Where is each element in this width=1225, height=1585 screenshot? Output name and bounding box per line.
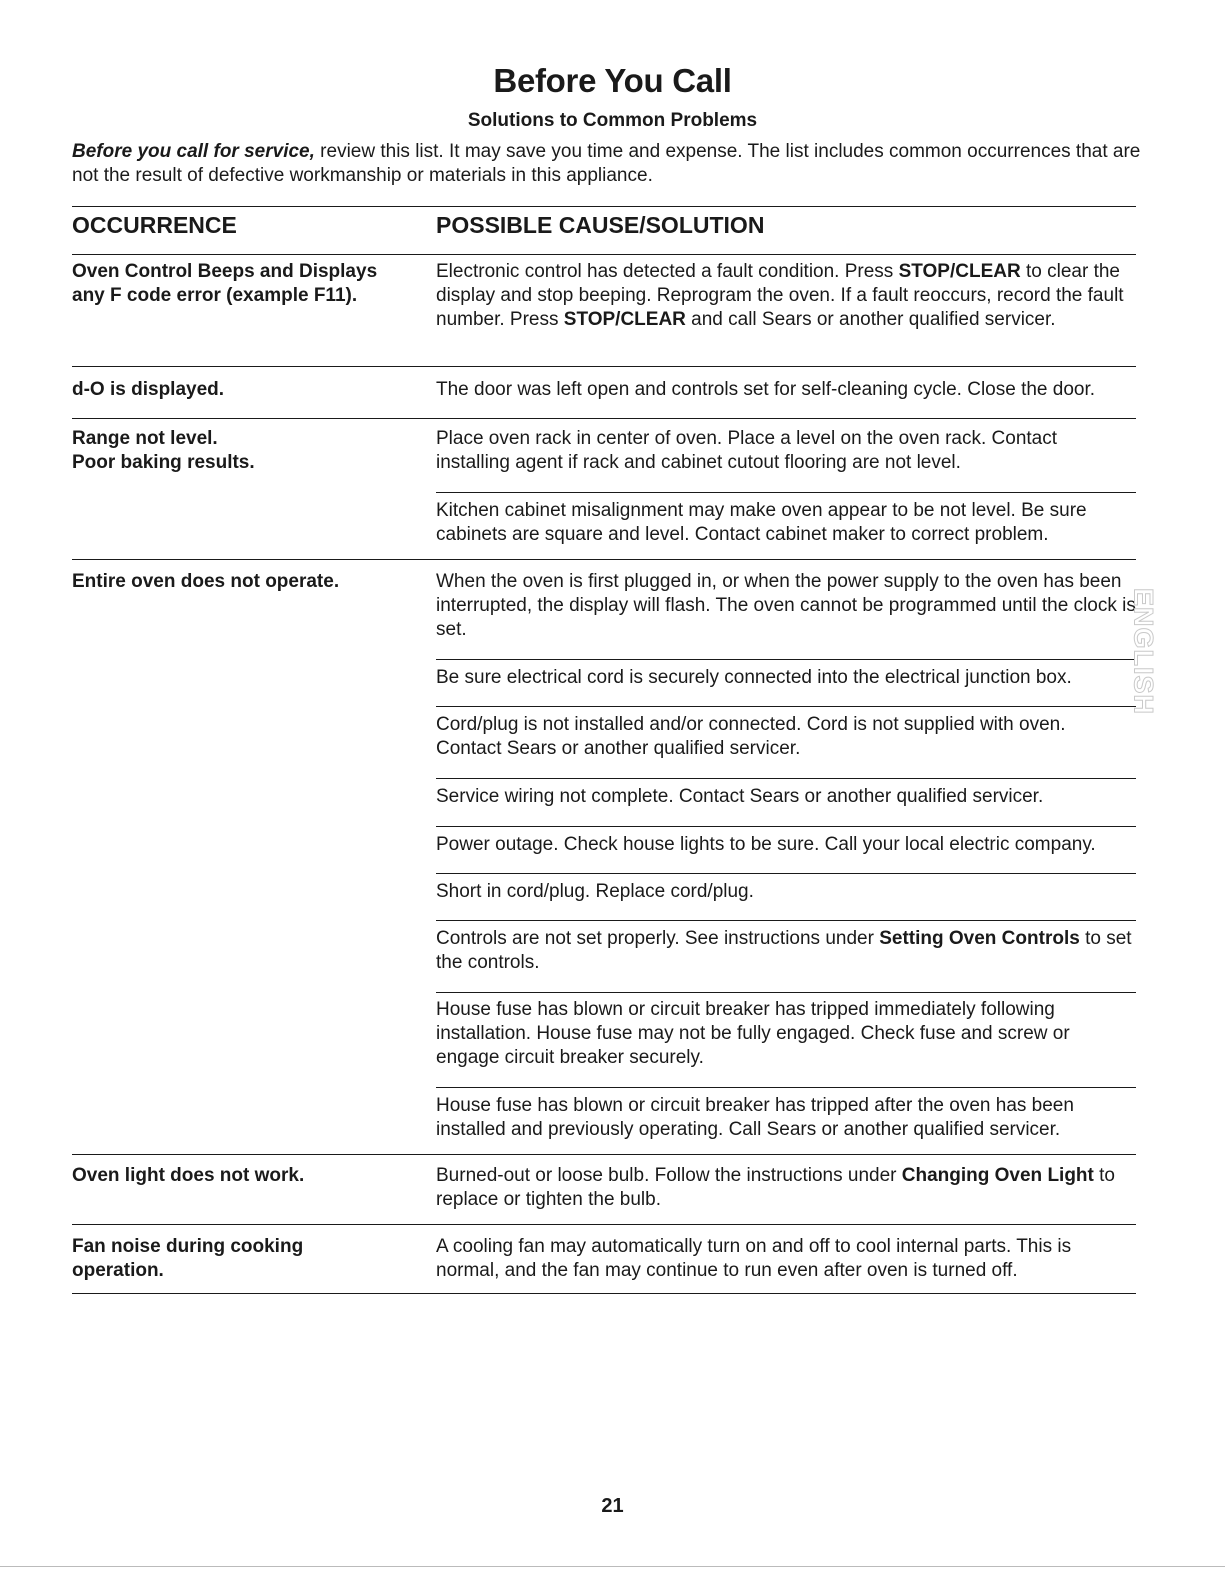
solution-operate-5: Power outage. Check house lights to be sure. Call your local electric company.: [436, 834, 1096, 855]
occurrence-line: Oven Control Beeps and Displays: [72, 261, 378, 282]
page-subtitle: Solutions to Common Problems: [467, 110, 758, 131]
table-bottom-rule: [72, 1293, 1136, 1294]
occurrence-line: any F code error (example F11).: [72, 285, 358, 306]
occurrence-fcode: [72, 260, 412, 308]
solution-text: to set the controls.: [436, 928, 1132, 973]
page-title: Before You Call: [493, 62, 732, 99]
table-top-rule: [72, 206, 1136, 207]
setting-oven-controls-term: Setting Oven Controls: [879, 928, 1080, 949]
occurrence-line: Range not level.: [72, 428, 218, 449]
solution-operate-3: Cord/plug is not installed and/or connected. Cord is not supplied with oven. Contact Sears or another qualified servicer.: [436, 714, 1066, 759]
occurrence-operate: Entire oven does not operate.: [72, 571, 340, 592]
solution-operate-8: House fuse has blown or circuit breaker has tripped immediately following installation. House fuse may not be fully engaged. Check fuse and screw or engage circuit breaker securely.: [436, 999, 1070, 1068]
solution-level-1: Place oven rack in center of oven. Place a level on the oven rack. Contact installing agent if rack and cabinet cutout flooring are not level.: [436, 428, 1058, 473]
occurrence-line: Fan noise during cooking: [72, 1236, 304, 1257]
occurrence-column-header: OCCURRENCE: [72, 212, 237, 238]
row-divider: [72, 1154, 1136, 1155]
row-divider: [72, 418, 1136, 419]
solution-divider: [436, 920, 1136, 921]
solution-divider: [436, 778, 1136, 779]
solution-divider: [436, 706, 1136, 707]
solution-light-1: [436, 1164, 1136, 1212]
occurrence-line: Poor baking results.: [72, 452, 255, 473]
side-tab-label: ENGLISH: [1128, 588, 1159, 716]
solution-text: Controls are not set properly. See instructions under: [436, 928, 880, 949]
row-divider: [72, 366, 1136, 367]
solution-text: and call Sears or another qualified servicer.: [685, 309, 1056, 330]
solution-text: Electronic control has detected a fault condition. Press: [436, 261, 899, 282]
solution-divider: [436, 826, 1136, 827]
solution-text: to clear the display and stop beeping. Reprogram the oven. If a fault reoccurs, record the fault number. Press: [436, 261, 1124, 330]
solution-text: to replace or tighten the bulb.: [436, 1165, 1115, 1210]
intro-text: review this list. It may save you time and expense. The list includes common occurrences that are not the result of defective workmanship or materials in this appliance.: [72, 141, 1141, 186]
solution-divider: [436, 873, 1136, 874]
row-divider: [72, 559, 1136, 560]
solution-text: Burned-out or loose bulb. Follow the instructions under: [436, 1165, 902, 1186]
stop-clear-term: STOP/CLEAR: [563, 309, 686, 330]
solution-level-2: Kitchen cabinet misalignment may make oven appear to be not level. Be sure cabinets are square and level. Contact cabinet maker to correct problem.: [436, 500, 1087, 545]
solution-door-1: The door was left open and controls set for self-cleaning cycle. Close the door.: [436, 379, 1096, 400]
page-bottom-line: [0, 1566, 1225, 1567]
solution-operate-4: Service wiring not complete. Contact Sears or another qualified servicer.: [436, 786, 1044, 807]
intro-paragraph: [72, 140, 1142, 188]
solution-fcode-1: [436, 260, 1136, 332]
solution-column-header: POSSIBLE CAUSE/SOLUTION: [436, 212, 765, 238]
row-divider: [72, 1224, 1136, 1225]
language-side-tab: [1127, 582, 1159, 722]
solution-divider: [436, 659, 1136, 660]
occurrence-light: Oven light does not work.: [72, 1165, 305, 1186]
page-number: 21: [601, 1495, 624, 1517]
intro-lead: Before you call for service,: [72, 141, 315, 162]
changing-oven-light-term: Changing Oven Light: [901, 1165, 1094, 1186]
solution-operate-6: Short in cord/plug. Replace cord/plug.: [436, 881, 754, 902]
solution-operate-7: [436, 927, 1136, 975]
occurrence-fan: [72, 1235, 412, 1283]
solution-fan-1: A cooling fan may automatically turn on and off to cool internal parts. This is normal, and the fan may continue to run even after oven is turned off.: [436, 1236, 1072, 1281]
header-bottom-rule: [72, 254, 1136, 255]
solution-divider: [436, 492, 1136, 493]
solution-divider: [436, 1087, 1136, 1088]
occurrence-door: d-O is displayed.: [72, 379, 225, 400]
occurrence-level: [72, 427, 412, 475]
solution-divider: [436, 992, 1136, 993]
solution-operate-2: Be sure electrical cord is securely connected into the electrical junction box.: [436, 667, 1072, 688]
stop-clear-term: STOP/CLEAR: [898, 261, 1021, 282]
solution-operate-1: When the oven is first plugged in, or when the power supply to the oven has been interrupted, the display will flash. The oven cannot be programmed until the clock is set.: [436, 571, 1136, 640]
solution-operate-9: House fuse has blown or circuit breaker has tripped after the oven has been installed and previously operating. Call Sears or another qualified servicer.: [436, 1095, 1074, 1140]
occurrence-line: operation.: [72, 1260, 164, 1281]
